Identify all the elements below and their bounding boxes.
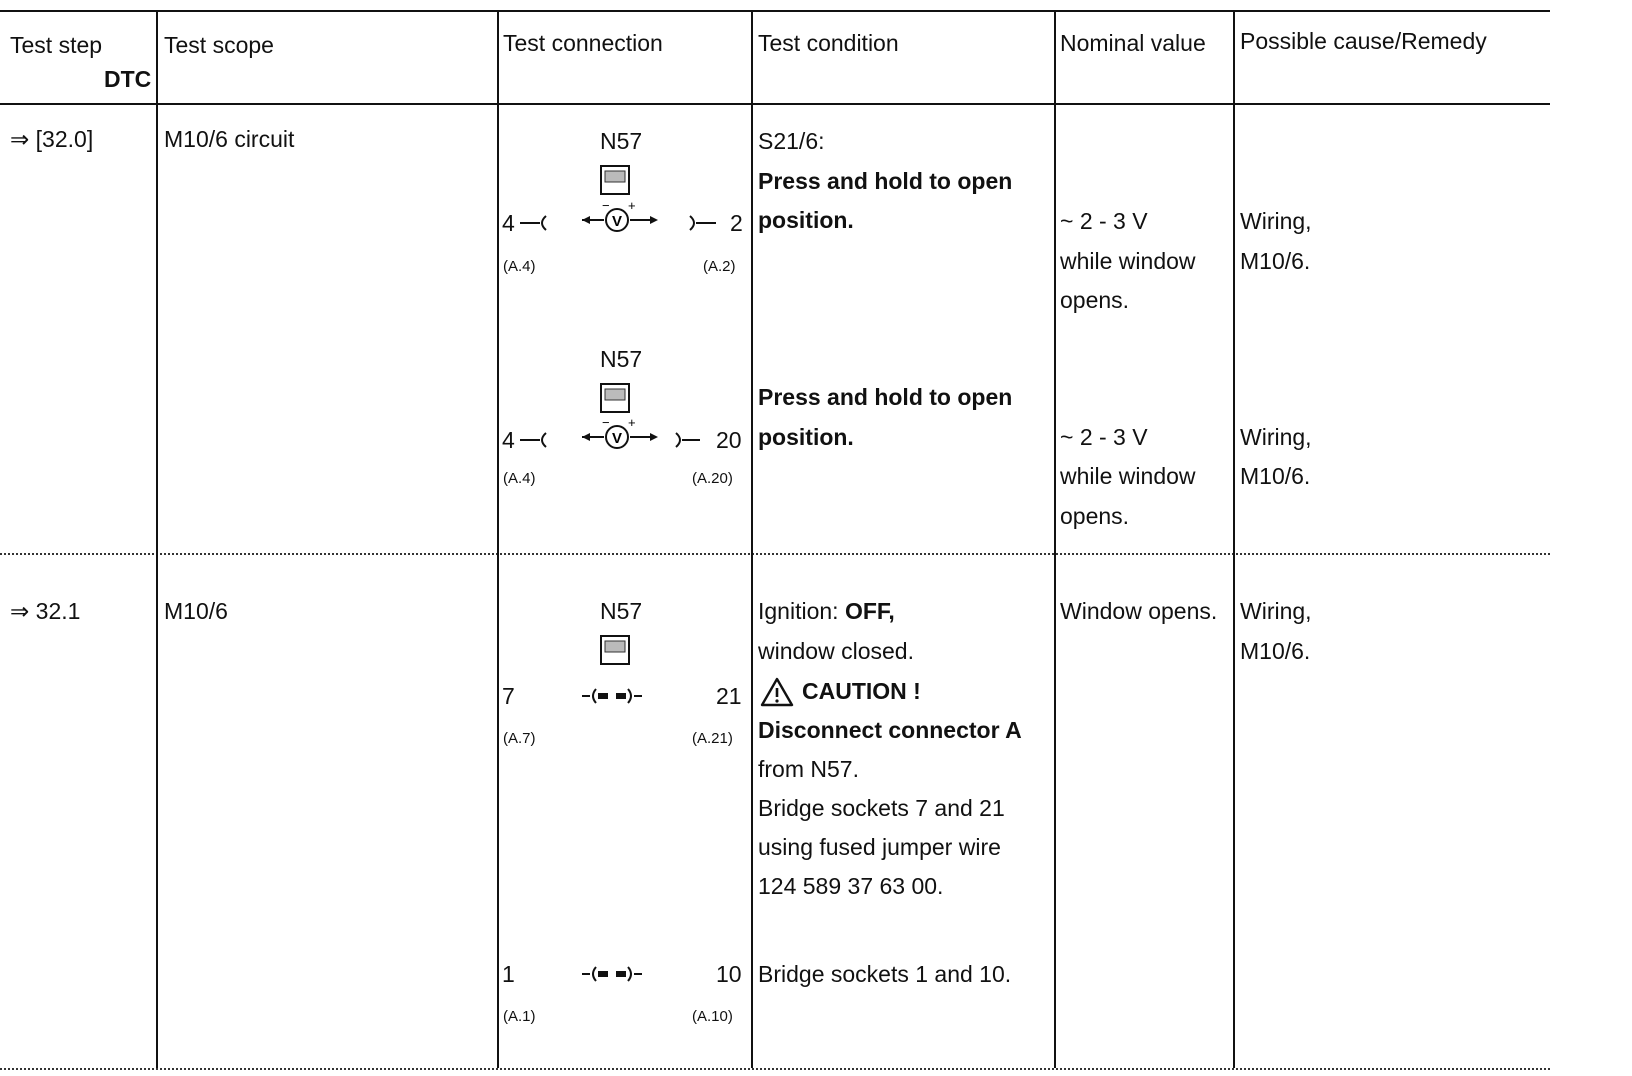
- left-pin: 7: [502, 683, 515, 709]
- header-bottom-border: [0, 103, 1550, 105]
- column-divider: [751, 10, 753, 1068]
- module-label: N57: [600, 598, 643, 624]
- nominal-note: while window: [1060, 248, 1196, 274]
- svg-text:+: +: [628, 415, 636, 430]
- nominal-window-opens: Window opens.: [1060, 598, 1218, 624]
- left-socket-icon: [520, 430, 550, 450]
- header-test-scope: Test scope: [164, 32, 274, 58]
- nominal-note: opens.: [1060, 287, 1130, 313]
- header-possible-cause: Possible cause/Remedy: [1240, 28, 1487, 54]
- left-pin-ref: (A.7): [503, 730, 536, 747]
- condition-ignition-label: Ignition:: [758, 598, 845, 624]
- cause-component: M10/6.: [1240, 463, 1311, 489]
- module-label: N57: [600, 128, 643, 154]
- right-socket-icon: [688, 213, 718, 233]
- svg-text:−: −: [602, 198, 610, 213]
- condition-bridge: Bridge sockets 7 and 21: [758, 795, 1005, 821]
- column-divider: [156, 10, 158, 1068]
- condition-bridge: Bridge sockets 1 and 10.: [758, 961, 1012, 987]
- test-step-32-0: ⇒ [32.0]: [10, 126, 94, 152]
- condition-switch: S21/6:: [758, 128, 825, 154]
- right-pin-ref: (A.20): [692, 470, 733, 487]
- right-socket-icon: [674, 430, 704, 450]
- condition-position: position.: [758, 207, 854, 233]
- condition-disconnect: Disconnect connector A: [758, 717, 1022, 743]
- left-pin: 1: [502, 961, 515, 987]
- table-top-border: [0, 10, 1550, 12]
- header-test-connection: Test connection: [503, 30, 663, 56]
- jumper-wire-icon: [582, 686, 642, 706]
- nominal-voltage: ~ 2 - 3 V: [1060, 424, 1148, 450]
- condition-from: from N57.: [758, 756, 859, 782]
- left-pin: 4: [502, 427, 515, 453]
- header-test-step: Test step: [10, 32, 103, 58]
- cause-wiring: Wiring,: [1240, 208, 1312, 234]
- right-pin-ref: (A.2): [703, 258, 736, 275]
- condition-part-number: 124 589 37 63 00.: [758, 873, 944, 899]
- module-label: N57: [600, 346, 643, 372]
- svg-text:+: +: [628, 198, 636, 213]
- condition-position: position.: [758, 424, 854, 450]
- condition-ignition-value: OFF,: [844, 598, 895, 624]
- cause-wiring: Wiring,: [1240, 424, 1312, 450]
- svg-text:V: V: [611, 430, 623, 447]
- nominal-note: while window: [1060, 463, 1196, 489]
- cause-component: M10/6.: [1240, 248, 1311, 274]
- condition-caution: CAUTION !: [802, 678, 921, 704]
- column-divider: [1054, 10, 1056, 1068]
- header-test-condition: Test condition: [758, 30, 899, 56]
- left-pin: 4: [502, 210, 515, 236]
- jumper-wire-icon: [582, 964, 642, 984]
- control-module-icon: [600, 383, 630, 413]
- cause-component: M10/6.: [1240, 638, 1311, 664]
- control-module-icon: [600, 635, 630, 665]
- svg-text:−: −: [602, 415, 610, 430]
- column-divider: [1233, 10, 1235, 1068]
- condition-window: window closed.: [758, 638, 914, 664]
- voltmeter-icon: [582, 200, 662, 240]
- column-divider: [497, 10, 499, 1068]
- left-socket-icon: [520, 213, 550, 233]
- test-step-32-1: ⇒ 32.1: [10, 598, 81, 624]
- condition-press-hold: Press and hold to open: [758, 168, 1013, 194]
- right-pin-ref: (A.10): [692, 1008, 733, 1025]
- row-separator: [0, 553, 1550, 555]
- right-pin: 21: [716, 683, 742, 709]
- warning-icon: [760, 677, 794, 707]
- left-pin-ref: (A.4): [503, 470, 536, 487]
- condition-press-hold: Press and hold to open: [758, 384, 1013, 410]
- right-pin: 10: [716, 961, 742, 987]
- right-pin: 20: [716, 427, 742, 453]
- cause-wiring: Wiring,: [1240, 598, 1312, 624]
- right-pin-ref: (A.21): [692, 730, 733, 747]
- test-scope-row2: M10/6: [164, 598, 228, 624]
- test-scope-row1: M10/6 circuit: [164, 126, 295, 152]
- right-pin: 2: [730, 210, 743, 236]
- voltmeter-icon: [582, 417, 662, 457]
- table-bottom-border: [0, 1068, 1550, 1070]
- left-pin-ref: (A.4): [503, 258, 536, 275]
- svg-text:V: V: [611, 213, 623, 230]
- control-module-icon: [600, 165, 630, 195]
- header-dtc: DTC: [104, 66, 152, 92]
- left-pin-ref: (A.1): [503, 1008, 536, 1025]
- header-nominal-value: Nominal value: [1060, 30, 1206, 56]
- condition-ignition: [758, 592, 895, 630]
- condition-using: using fused jumper wire: [758, 834, 1001, 860]
- nominal-voltage: ~ 2 - 3 V: [1060, 208, 1148, 234]
- nominal-note: opens.: [1060, 503, 1130, 529]
